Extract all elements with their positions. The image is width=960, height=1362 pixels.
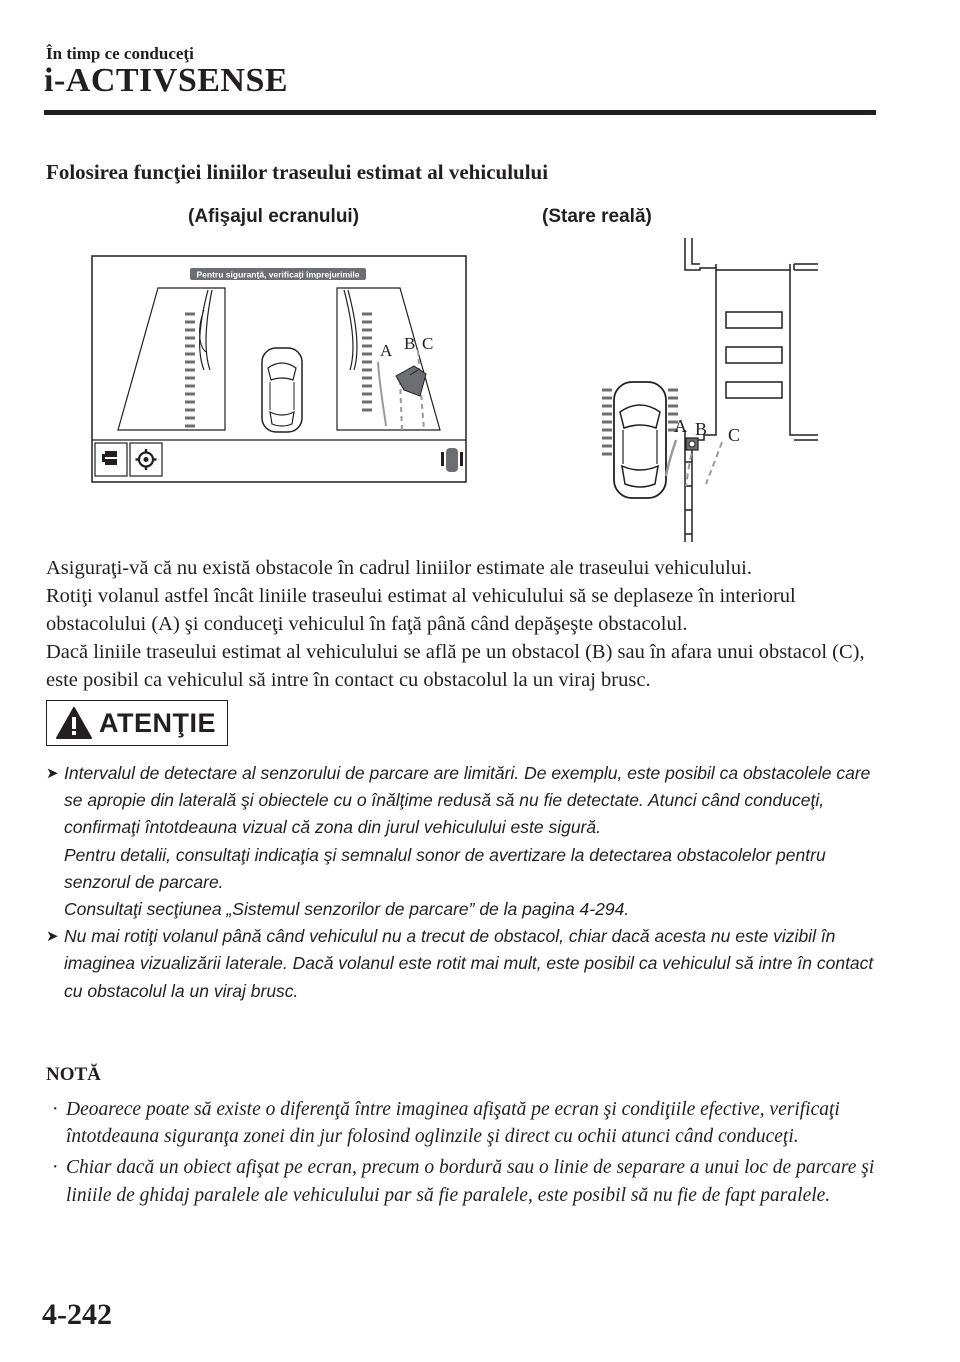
screen-display [92,256,466,482]
bullet-icon: · [52,1099,59,1120]
car-top-view-screen [262,348,302,432]
caution-text: Intervalul de detectare al senzorului de parcare are limitări. De exemplu, este posibil ca obstacolele care se apropie din laterală şi obiectele cu o înălţime redusă să nu fie detectate. Atunci când conduceţi, confirmaţi întotdeauna vizual că zona din jurul vehiculului este sigură. [64,763,871,838]
body-paragraph: Asiguraţi-vă că nu există obstacole în cadrul liniilor estimate ale traseului vehiculului. [46,557,752,579]
section-heading: Folosirea funcţiei liniilor traseului estimat al vehiculului [46,160,549,184]
car-top-view-actual [614,382,666,498]
figure-illustration [0,230,960,550]
figure-label-actual: (Stare reală) [542,206,652,227]
actual-state-illustration [602,238,818,542]
page-title: i-ACTIVSENSE [44,62,289,99]
screen-label-a: A [380,341,393,360]
warning-triangle-icon [55,706,93,740]
arrow-bullet-icon: ➤ [46,765,59,782]
body-text [46,554,886,694]
page-number: 4-242 [42,1298,112,1331]
figure-label-screen: (Afişajul ecranului) [188,206,360,227]
note-heading: NOTĂ [46,1064,101,1085]
note-text: Deoarece poate să existe o diferenţă între imaginea afişată pe ecran şi condiţiile efective, verificaţi întotdeauna siguranţa zonei din jur folosind oglinzile şi direct cu ochii atunci când conduceţi. [66,1099,840,1148]
note-item [52,1154,882,1208]
caution-list [46,760,876,1005]
actual-label-b: B [695,419,708,439]
arrow-bullet-icon: ➤ [46,928,59,946]
note-text: Chiar dacă un obiect afişat pe ecran, precum o bordură sau o linie de separare a unui loc de parcare şi liniile de ghidaj paralele ale vehiculului par să fie paralele, este posibil să nu fie de fapt paralele. [66,1157,875,1206]
header-divider [44,110,876,115]
caution-text: Consultaţi secţiunea „Sistemul senzorilor de parcare” de la pagina 4-294. [64,899,630,920]
caution-item [46,760,876,923]
body-paragraph: Rotiţi volanul astfel încât liniile traseului estimat al vehiculului să se deplaseze în interiorul obstacolului (A) şi conduceţi vehiculul în faţă până când depăşeşte obstacolul. [46,585,796,635]
section-name: În timp ce conduceţi [46,44,194,63]
bullet-icon: · [52,1157,59,1179]
caution-box [46,700,228,746]
caution-item [46,923,876,1005]
caution-label: ATENŢIE [99,707,216,738]
screen-label-c: C [422,334,434,353]
actual-label-a: A [674,416,687,436]
caution-text: Pentru detalii, consultaţi indicaţia şi semnalul sonor de avertizare la detectarea obstacolelor pentru senzorul de parcare. [64,844,826,892]
body-paragraph: Dacă liniile traseului estimat al vehiculului se află pe un obstacol (B) sau în afara unui obstacol (C), este posibil ca vehiculul să intre în contact cu obstacolul la un viraj brusc. [46,641,865,691]
note-list [52,1096,882,1213]
screen-banner: Pentru siguranţă, verificaţi împrejurimile [196,269,360,280]
screen-label-b: B [404,334,416,353]
actual-label-c: C [728,425,741,445]
note-item [52,1096,882,1150]
caution-text: Nu mai rotiţi volanul până când vehiculul nu a trecut de obstacol, chiar dacă acesta nu este vizibil în imaginea vizualizării laterale. Dacă volanul este rotit mai mult, este posibil ca vehiculul să intre în contact cu obstacolul la un viraj brusc. [64,926,874,1001]
